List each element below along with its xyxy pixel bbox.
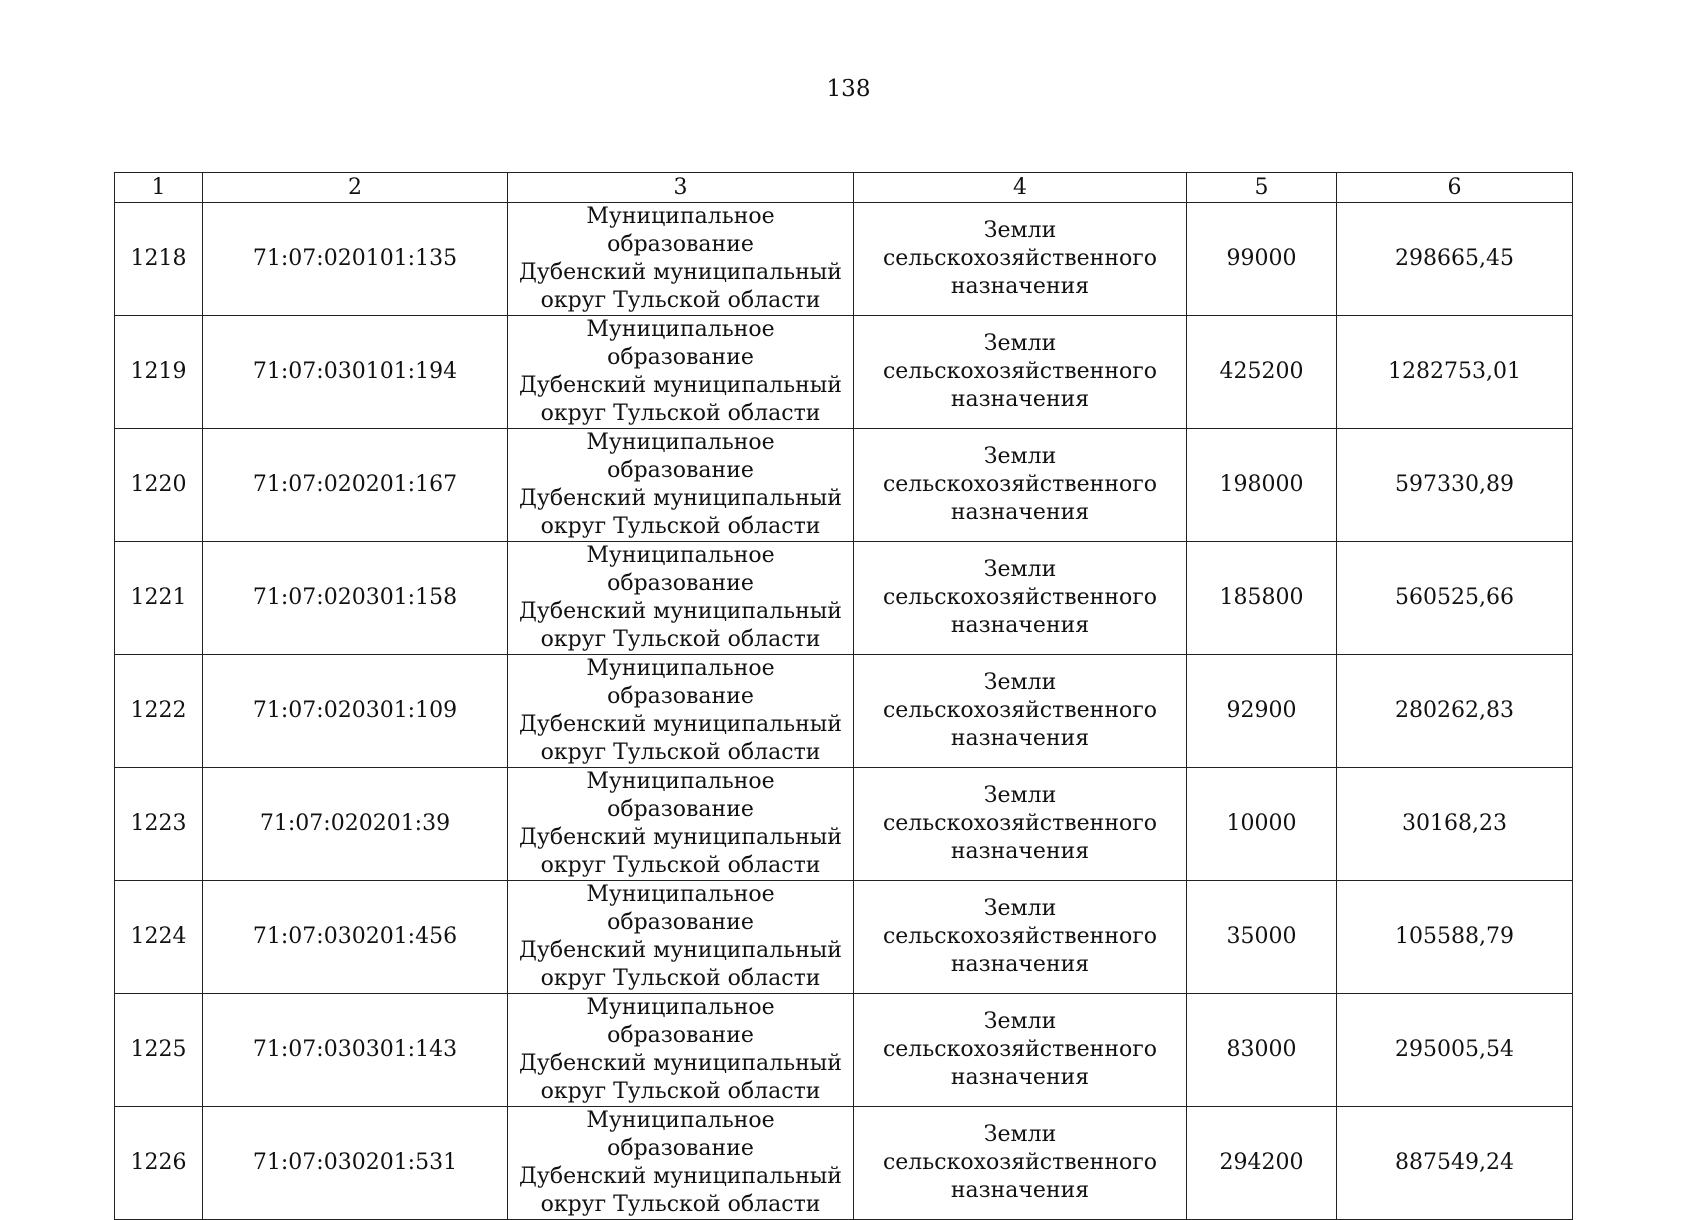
cadastral-number-cell: 71:07:020301:158 [203,542,508,655]
land-category-cell-line: Земли [983,896,1057,921]
land-category-cell-line: Земли [983,557,1057,582]
land-category-cell [854,881,1187,994]
area-cell: 185800 [1187,542,1337,655]
page-number: 138 [826,76,871,102]
owner-cell-line: округ Тульской области [540,627,821,652]
owner-cell-line: Дубенский муниципальный [519,712,842,737]
owner-cell-line: Муниципальное образование [586,204,775,257]
table-row [115,542,1573,655]
land-category-cell-line: Земли [983,331,1057,356]
cadastral-number-cell: 71:07:020201:167 [203,429,508,542]
column-header-6: 6 [1337,173,1573,203]
land-category-cell [854,1107,1187,1220]
owner-cell-line: Дубенский муниципальный [519,373,842,398]
owner-cell-line: округ Тульской области [540,966,821,991]
area-cell: 92900 [1187,655,1337,768]
row-number-cell: 1220 [115,429,203,542]
cadastral-value-cell: 280262,83 [1337,655,1573,768]
owner-cell-line: округ Тульской области [540,1079,821,1104]
area-cell: 35000 [1187,881,1337,994]
land-category-cell-line: сельскохозяйственного [882,698,1158,723]
column-header-4: 4 [854,173,1187,203]
cadastral-number-cell: 71:07:030101:194 [203,316,508,429]
row-number-cell: 1223 [115,768,203,881]
owner-cell [508,994,854,1107]
cadastral-number-cell: 71:07:020201:39 [203,768,508,881]
land-category-cell-line: назначения [950,1178,1090,1203]
land-category-cell-line: назначения [950,1065,1090,1090]
table-row [115,1107,1573,1220]
cadastral-number-cell: 71:07:020301:109 [203,655,508,768]
table-row [115,203,1573,316]
owner-cell-line: Муниципальное образование [586,882,775,935]
owner-cell [508,881,854,994]
column-header-5: 5 [1187,173,1337,203]
owner-cell [508,768,854,881]
land-category-cell-line: назначения [950,726,1090,751]
row-number-cell: 1226 [115,1107,203,1220]
area-cell: 294200 [1187,1107,1337,1220]
land-category-cell-line: назначения [950,387,1090,412]
cadastral-value-cell: 295005,54 [1337,994,1573,1107]
land-category-cell-line: Земли [983,218,1057,243]
land-category-cell-line: сельскохозяйственного [882,811,1158,836]
owner-cell-line: округ Тульской области [540,288,821,313]
owner-cell-line: Дубенский муниципальный [519,825,842,850]
cadastral-value-cell: 30168,23 [1337,768,1573,881]
land-category-cell-line: назначения [950,839,1090,864]
land-category-cell [854,429,1187,542]
area-cell: 198000 [1187,429,1337,542]
column-header-3: 3 [508,173,854,203]
cadastral-value-cell: 1282753,01 [1337,316,1573,429]
land-category-cell-line: назначения [950,952,1090,977]
owner-cell-line: Муниципальное образование [586,317,775,370]
table-row [115,768,1573,881]
owner-cell [508,1107,854,1220]
land-category-cell-line: Земли [983,1009,1057,1034]
land-category-cell-line: Земли [983,1122,1057,1147]
owner-cell [508,203,854,316]
owner-cell-line: Муниципальное образование [586,769,775,822]
table-row [115,881,1573,994]
owner-cell-line: Муниципальное образование [586,995,775,1048]
cadastral-value-cell: 298665,45 [1337,203,1573,316]
row-number-cell: 1218 [115,203,203,316]
column-header-2: 2 [203,173,508,203]
owner-cell-line: Муниципальное образование [586,543,775,596]
row-number-cell: 1219 [115,316,203,429]
cadastral-value-cell: 597330,89 [1337,429,1573,542]
owner-cell-line: округ Тульской области [540,401,821,426]
owner-cell-line: округ Тульской области [540,740,821,765]
land-category-cell-line: назначения [950,613,1090,638]
owner-cell-line: Дубенский муниципальный [519,486,842,511]
cadastral-number-cell: 71:07:030201:531 [203,1107,508,1220]
table-header-row [115,173,1573,203]
owner-cell-line: Муниципальное образование [586,430,775,483]
owner-cell-line: Дубенский муниципальный [519,1164,842,1189]
owner-cell-line: округ Тульской области [540,1192,821,1217]
land-category-cell [854,655,1187,768]
owner-cell-line: округ Тульской области [540,514,821,539]
area-cell: 83000 [1187,994,1337,1107]
land-category-cell-line: сельскохозяйственного [882,1037,1158,1062]
owner-cell-line: Муниципальное образование [586,1108,775,1161]
owner-cell-line: Дубенский муниципальный [519,260,842,285]
table-row [115,994,1573,1107]
row-number-cell: 1225 [115,994,203,1107]
owner-cell-line: Дубенский муниципальный [519,938,842,963]
land-registry-table [114,172,1573,1220]
row-number-cell: 1221 [115,542,203,655]
land-category-cell [854,316,1187,429]
owner-cell-line: Муниципальное образование [586,656,775,709]
land-category-cell-line: Земли [983,783,1057,808]
table-row [115,429,1573,542]
land-category-cell-line: сельскохозяйственного [882,472,1158,497]
cadastral-value-cell: 560525,66 [1337,542,1573,655]
area-cell: 10000 [1187,768,1337,881]
land-category-cell-line: Земли [983,670,1057,695]
land-category-cell [854,542,1187,655]
land-category-cell [854,203,1187,316]
land-category-cell-line: сельскохозяйственного [882,924,1158,949]
land-category-cell-line: сельскохозяйственного [882,585,1158,610]
owner-cell [508,316,854,429]
land-category-cell-line: сельскохозяйственного [882,1150,1158,1175]
land-category-cell [854,994,1187,1107]
row-number-cell: 1222 [115,655,203,768]
owner-cell [508,429,854,542]
table-body [115,203,1573,1220]
table-row [115,655,1573,768]
owner-cell [508,542,854,655]
cadastral-value-cell: 105588,79 [1337,881,1573,994]
land-category-cell-line: сельскохозяйственного [882,246,1158,271]
owner-cell-line: Дубенский муниципальный [519,1051,842,1076]
owner-cell [508,655,854,768]
land-category-cell-line: назначения [950,274,1090,299]
owner-cell-line: округ Тульской области [540,853,821,878]
land-category-cell-line: назначения [950,500,1090,525]
cadastral-value-cell: 887549,24 [1337,1107,1573,1220]
table-row [115,316,1573,429]
area-cell: 99000 [1187,203,1337,316]
cadastral-number-cell: 71:07:020101:135 [203,203,508,316]
owner-cell-line: Дубенский муниципальный [519,599,842,624]
row-number-cell: 1224 [115,881,203,994]
cadastral-number-cell: 71:07:030301:143 [203,994,508,1107]
area-cell: 425200 [1187,316,1337,429]
land-category-cell-line: сельскохозяйственного [882,359,1158,384]
land-category-cell [854,768,1187,881]
land-category-cell-line: Земли [983,444,1057,469]
column-header-1: 1 [115,173,203,203]
cadastral-number-cell: 71:07:030201:456 [203,881,508,994]
